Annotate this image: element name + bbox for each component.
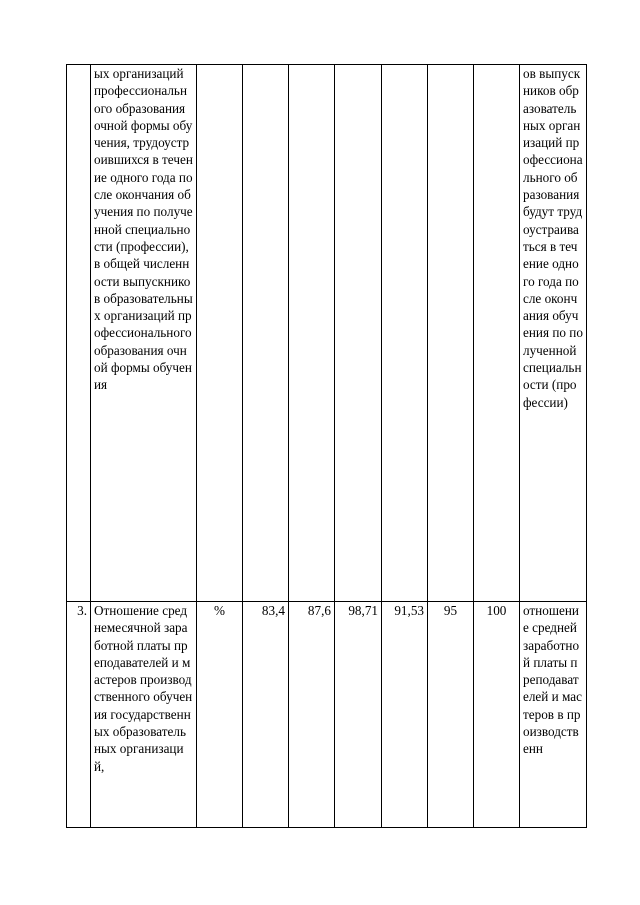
unit-cell	[197, 65, 243, 602]
row-number: 3.	[67, 602, 91, 828]
result-cell: ов выпускников образовательных организаций профессионального образования будут трудоустраиваться в течение одного года после окончания обучения по полученной специальности (профессии)	[520, 65, 587, 602]
value-cell: 95	[428, 602, 474, 828]
value-cell	[474, 65, 520, 602]
value-cell: 83,4	[243, 602, 289, 828]
value-cell	[335, 65, 382, 602]
indicators-table	[66, 64, 587, 828]
value-cell: 98,71	[335, 602, 382, 828]
row-number	[67, 65, 91, 602]
table-row	[67, 602, 587, 828]
value-cell	[428, 65, 474, 602]
value-cell: 87,6	[289, 602, 335, 828]
value-cell	[382, 65, 428, 602]
table-row	[67, 65, 587, 602]
value-cell: 100	[474, 602, 520, 828]
result-cell: отношение средней заработной платы преподавателей и мастеров в производственн	[520, 602, 587, 828]
unit-cell: %	[197, 602, 243, 828]
value-cell	[289, 65, 335, 602]
indicator-cell: Отношение среднемесячной заработной платы преподавателей и мастеров производственного обучения государственных образовательных организаций,	[91, 602, 197, 828]
value-cell: 91,53	[382, 602, 428, 828]
indicator-cell: ых организаций профессионального образования очной формы обучения, трудоустроившихся в течение одного года после окончания обучения по полученной специальности (профессии), в общей численности выпускников образовательных организаций профессионального образования очной формы обучения	[91, 65, 197, 602]
value-cell	[243, 65, 289, 602]
